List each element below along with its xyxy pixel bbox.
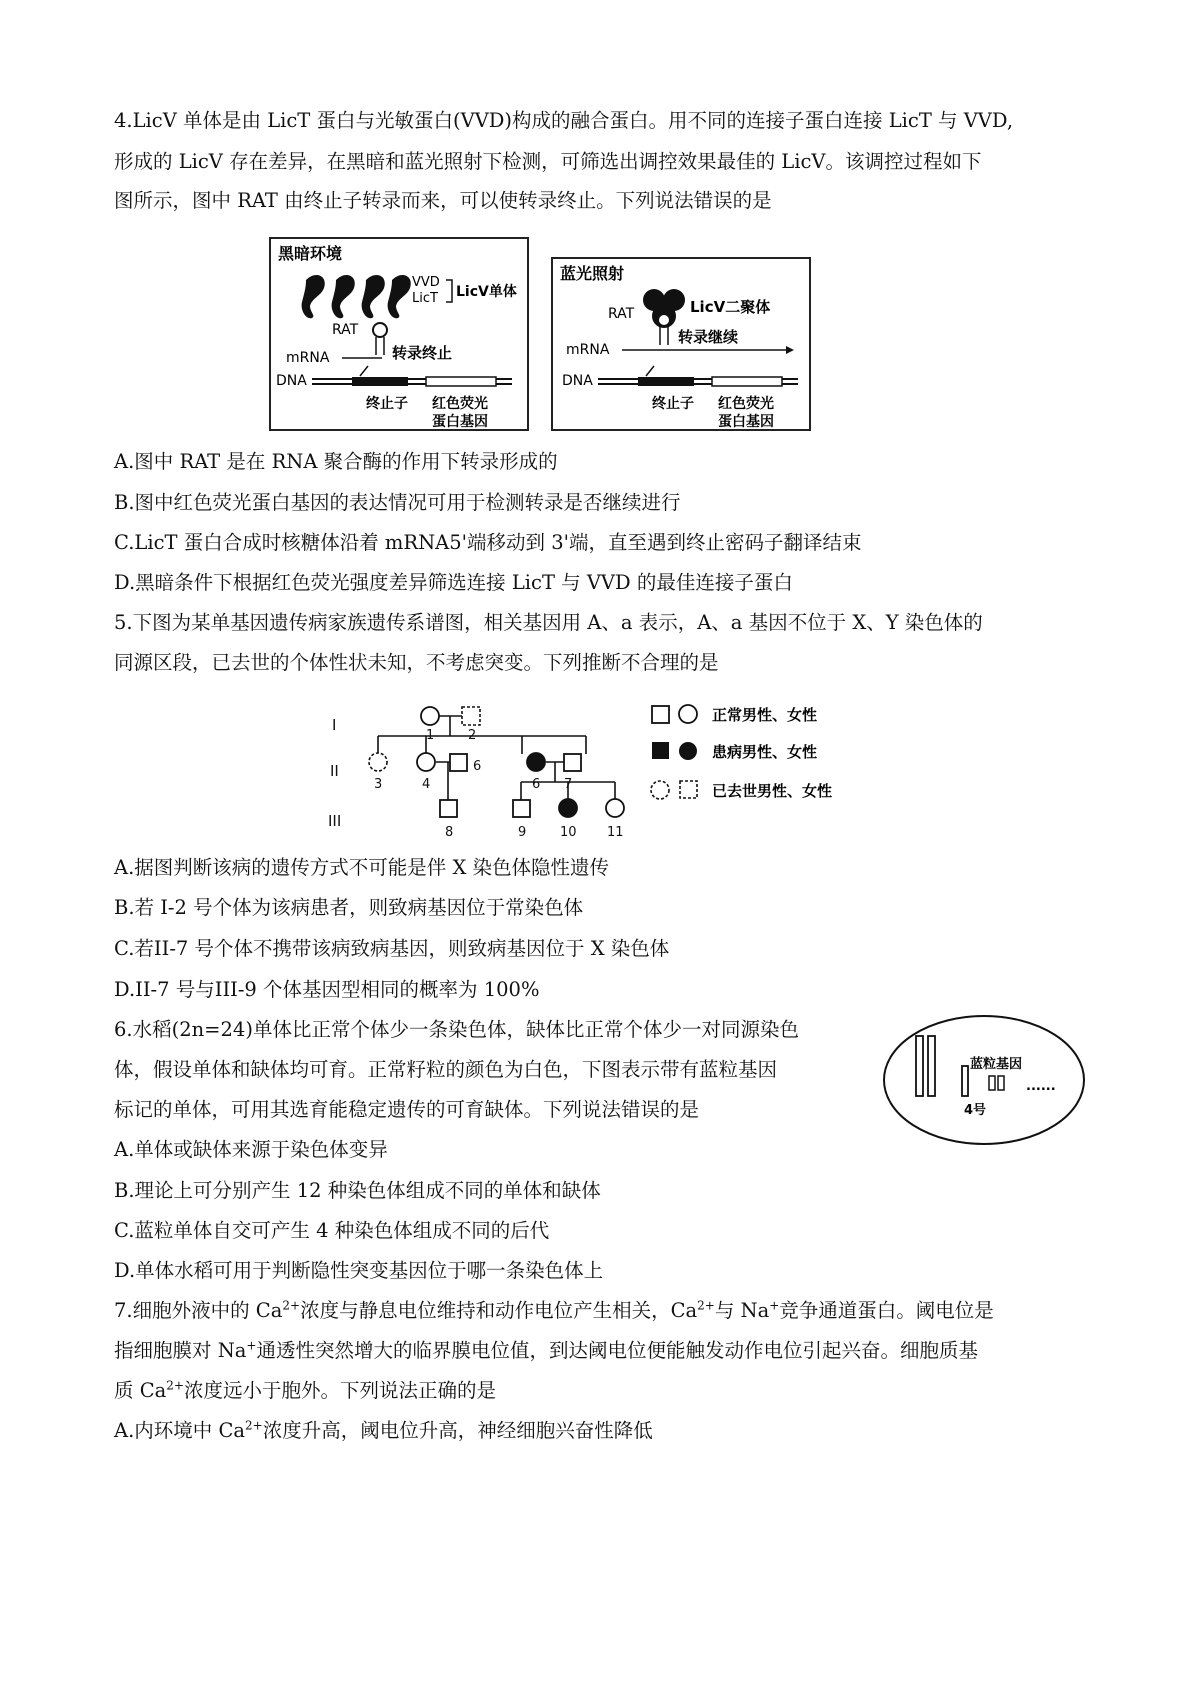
- licv-monomers: [302, 275, 411, 318]
- q6-stem-line-3: 标记的单体，可用其选育能稳定遗传的可育缺体。下列说法错误的是: [114, 1098, 700, 1121]
- q4-stem-line-1: 4.LicV 单体是由 LicT 蛋白与光敏蛋白(VVD)构成的融合蛋白。用不同的连接子蛋白连接 LicT 与 VVD,: [114, 109, 1014, 132]
- q5-option-b: B.若 I-2 号个体为该病患者，则致病基因位于常染色体: [114, 896, 584, 919]
- id-7: 7: [564, 777, 573, 792]
- individual-II-5: [450, 754, 467, 771]
- transcription-continue-label: 转录继续: [678, 328, 739, 346]
- id-10: 10: [560, 825, 577, 840]
- individual-III-8: [440, 800, 457, 817]
- q4-stem-line-3: 图所示，图中 RAT 由终止子转录而来，可以使转录终止。下列说法错误的是: [114, 189, 772, 212]
- q5-option-a: A.据图判断该病的遗传方式不可能是伴 X 染色体隐性遗传: [114, 856, 610, 879]
- id-6: 6: [532, 777, 541, 792]
- sup-ca-2: 2+: [697, 1298, 715, 1313]
- id-1: 1: [426, 728, 435, 743]
- q7-text-1c: 与 Na: [714, 1299, 770, 1322]
- ellipsis-dots: ......: [1026, 1079, 1056, 1094]
- legend-normal: 正常男性、女性: [712, 706, 818, 724]
- q7-option-a-text-2: 浓度升高，阈电位升高，神经细胞兴奋性降低: [262, 1419, 653, 1442]
- dna-label-light: DNA: [562, 373, 593, 389]
- q6-option-d: D.单体水稻可用于判断隐性突变基因位于哪一条染色体上: [114, 1259, 604, 1282]
- q6-stem-line-1: 6.水稻(2n=24)单体比正常个体少一条染色体，缺体比正常个体少一对同源染色: [114, 1018, 799, 1041]
- lict-label: LicT: [412, 291, 438, 306]
- q7-option-a-text-1: A.内环境中 Ca: [114, 1419, 246, 1442]
- q7-text-3a: 质 Ca: [114, 1379, 167, 1402]
- q4-option-c: C.LicT 蛋白合成时核糖体沿着 mRNA5'端移动到 3'端，直至遇到终止密码子翻译结束: [114, 531, 862, 554]
- q7-stem-line-1: [114, 1298, 1110, 1324]
- id-9: 9: [518, 825, 527, 840]
- individual-II-7: [564, 754, 581, 771]
- sup-na-1: +: [769, 1298, 780, 1313]
- rfp-gene-label-light-1: 红色荧光: [718, 396, 774, 412]
- individual-III-11: [606, 799, 624, 817]
- rfp-gene-label-light-2: 蛋白基因: [718, 414, 774, 430]
- q4-option-d: D.黑暗条件下根据红色荧光强度差异筛选连接 LicT 与 VVD 的最佳连接子蛋白: [114, 571, 793, 594]
- q4-option-a: A.图中 RAT 是在 RNA 聚合酶的作用下转录形成的: [114, 450, 558, 473]
- rat-label-light: RAT: [608, 306, 635, 322]
- individual-III-10: [559, 799, 577, 817]
- id-5: 6: [473, 759, 482, 774]
- mrna-label-light: mRNA: [566, 342, 610, 358]
- q6-chromosome-figure: [878, 1010, 1090, 1150]
- q7-text-3b: 浓度远小于胞外。下列说法正确的是: [183, 1379, 496, 1402]
- q4-figure: [266, 234, 914, 438]
- rfp-gene-label-dark-1: 红色荧光: [432, 396, 488, 412]
- q7-stem-line-3: [114, 1378, 1110, 1404]
- individual-II-6: [527, 753, 545, 771]
- individual-I-1: [421, 707, 439, 725]
- id-3: 3: [374, 777, 383, 792]
- id-2: 2: [468, 728, 477, 743]
- q7-text-1a: 7.细胞外液中的 Ca: [114, 1299, 283, 1322]
- blue-grain-gene-label: 蓝粒基因: [970, 1057, 1023, 1072]
- dark-panel-title: 黑暗环境: [278, 244, 343, 263]
- pedigree-legend: [651, 705, 832, 800]
- q5-option-d: D.II-7 号与III-9 个体基因型相同的概率为 100%: [114, 978, 540, 1001]
- individual-I-2: [462, 707, 480, 725]
- rfp-gene-label-dark-2: 蛋白基因: [432, 414, 488, 430]
- q7-text-1b: 浓度与静息电位维持和动作电位产生相关，Ca: [300, 1299, 698, 1322]
- individual-II-4: [417, 753, 435, 771]
- q6-option-c: C.蓝粒单体自交可产生 4 种染色体组成不同的后代: [114, 1219, 550, 1242]
- q5-stem-line-1: 5.下图为某单基因遗传病家族遗传系谱图，相关基因用 A、a 表示，A、a 基因不位于 X、Y 染色体的: [114, 611, 983, 634]
- generation-III: III: [328, 812, 342, 830]
- sup-ca-3: 2+: [166, 1378, 184, 1393]
- sup-na-2: +: [246, 1338, 257, 1353]
- q6-stem-line-2: 体，假设单体和缺体均可育。正常籽粒的颜色为白色，下图表示带有蓝粒基因: [114, 1058, 778, 1081]
- vvd-label: VVD: [412, 275, 440, 290]
- rat-label-dark: RAT: [332, 322, 359, 338]
- q7-text-2b: 通透性突然增大的临界膜电位值，到达阈电位便能触发动作电位引起兴奋。细胞质基: [256, 1339, 978, 1362]
- transcription-stop-label: 转录终止: [392, 344, 453, 362]
- id-4: 4: [422, 777, 431, 792]
- q7-stem-line-2: [114, 1338, 1110, 1364]
- dna-label-dark: DNA: [276, 373, 307, 389]
- mrna-label-dark: mRNA: [286, 350, 330, 366]
- pedigree-individuals: [369, 707, 624, 817]
- licv-monomer-label: LicV单体: [456, 284, 517, 300]
- terminator-label-dark: 终止子: [366, 396, 408, 412]
- q4-stem-line-2: 形成的 LicV 存在差异，在黑暗和蓝光照射下检测，可筛选出调控效果最佳的 LicV。该调控过程如下: [114, 150, 982, 173]
- light-panel-title: 蓝光照射: [560, 264, 625, 283]
- legend-affected: 患病男性、女性: [712, 743, 818, 761]
- sup-ca-4: 2+: [245, 1418, 263, 1433]
- legend-deceased: 已去世男性、女性: [712, 782, 833, 800]
- blue-light-panel: [552, 258, 810, 430]
- q7-option-a: [114, 1418, 1110, 1444]
- terminator-label-light: 终止子: [652, 396, 694, 412]
- individual-II-3: [369, 753, 387, 771]
- q7-text-1d: 竞争通道蛋白。阈电位是: [779, 1299, 994, 1322]
- q4-option-b: B.图中红色荧光蛋白基因的表达情况可用于检测转录是否继续进行: [114, 491, 681, 514]
- licv-dimer-label: LicV二聚体: [690, 298, 771, 316]
- individual-III-9: [513, 800, 530, 817]
- chromosome-4-label: 4号: [964, 1103, 987, 1118]
- q5-pedigree: [318, 696, 888, 844]
- q5-stem-line-2: 同源区段，已去世的个体性状未知，不考虑突变。下列推断不合理的是: [114, 651, 719, 674]
- sup-ca-1: 2+: [282, 1298, 301, 1313]
- q5-option-c: C.若II-7 号个体不携带该病致病基因，则致病基因位于 X 染色体: [114, 937, 670, 960]
- generation-II: II: [330, 762, 339, 780]
- q6-option-b: B.理论上可分别产生 12 种染色体组成不同的单体和缺体: [114, 1179, 601, 1202]
- q7-text-2a: 指细胞膜对 Na: [114, 1339, 247, 1362]
- generation-I: I: [332, 716, 337, 734]
- id-11: 11: [607, 825, 624, 840]
- q6-option-a: A.单体或缺体来源于染色体变异: [114, 1138, 388, 1161]
- id-8: 8: [445, 825, 454, 840]
- dark-panel: [270, 238, 528, 430]
